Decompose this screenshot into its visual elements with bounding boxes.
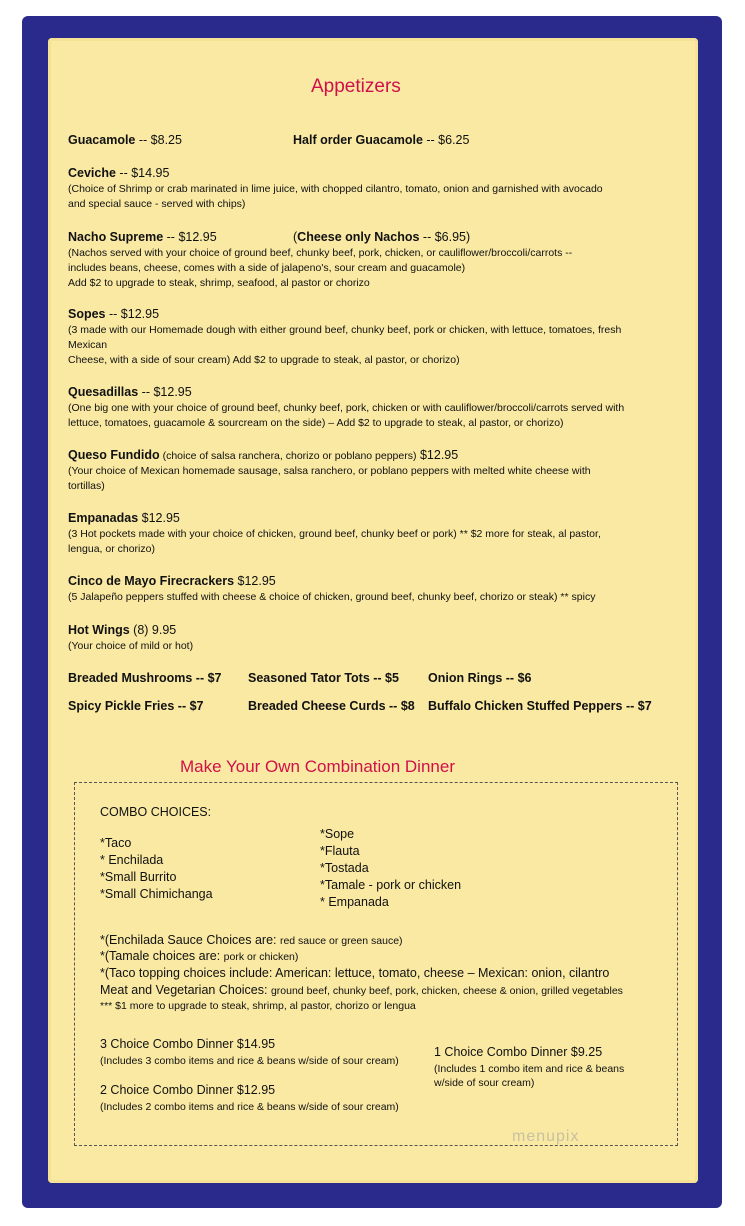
list-item: *Sope: [320, 827, 355, 841]
list-item: * Enchilada: [100, 853, 164, 867]
queso-fundido-item: Queso Fundido (choice of salsa ranchera, chorizo or poblano peppers) $12.95: [68, 448, 459, 462]
combo-choices-left: [100, 835, 213, 903]
two-choice-combo-desc: (Includes 2 combo items and rice & beans w/side of sour cream): [100, 1101, 399, 1113]
sopes-item: Sopes -- $12.95: [68, 307, 160, 321]
ceviche-item: Ceviche -- $14.95: [68, 166, 170, 180]
combo-choices-right: [320, 826, 461, 911]
empanadas-desc: (3 Hot pockets made with your choice of chicken, ground beef, chunky beef or pork) ** $2 more for steak, al pastor, lengua, or chorizo): [68, 528, 601, 555]
list-item: *Flauta: [320, 844, 360, 858]
side-item: Onion Rings -- $6: [428, 671, 532, 685]
nacho-desc: (Nachos served with your choice of ground beef, chunky beef, pork, chicken, or cauliflower/broccoli/carrots -- includes beans, cheese, comes with a side of jalapeno's, sour cream and guacamole) Add $2 to upgrade to steak, shrimp, seafood, al pastor or chorizo: [68, 247, 573, 289]
enchilada-sauce-choices: *(Enchilada Sauce Choices are: red sauce or green sauce): [100, 933, 403, 947]
firecrackers-item: Cinco de Mayo Firecrackers $12.95: [68, 574, 276, 588]
list-item: * Empanada: [320, 895, 389, 909]
list-item: *Small Chimichanga: [100, 887, 213, 901]
side-item: Breaded Mushrooms -- $7: [68, 671, 222, 685]
one-choice-combo-desc: (Includes 1 combo item and rice & beans w/side of sour cream): [434, 1063, 625, 1089]
nacho-supreme-item: Nacho Supreme -- $12.95: [68, 230, 217, 244]
sopes-desc: (3 made with our Homemade dough with either ground beef, chunky beef, pork or chicken, with lettuce, tomatoes, fresh Mexican Cheese, with a side of sour cream) Add $2 to upgrade to steak, al pastor, or chorizo): [68, 324, 622, 366]
combo-heading: Make Your Own Combination Dinner: [180, 757, 455, 776]
two-choice-combo-title: 2 Choice Combo Dinner $12.95: [100, 1083, 276, 1097]
tamale-choices: *(Tamale choices are: pork or chicken): [100, 949, 299, 963]
hot-wings-item: Hot Wings (8) 9.95: [68, 623, 177, 637]
side-item: Spicy Pickle Fries -- $7: [68, 699, 204, 713]
side-item: Seasoned Tator Tots -- $5: [248, 671, 399, 685]
meat-veg-choices: Meat and Vegetarian Choices: ground beef, chunky beef, pork, chicken, cheese & onion, grilled vegetables: [100, 983, 623, 997]
firecrackers-desc: (5 Jalapeño peppers stuffed with cheese & choice of chicken, ground beef, chunky beef, chorizo or steak) ** spicy: [68, 591, 596, 603]
upgrade-note: *** $1 more to upgrade to steak, shrimp, al pastor, chorizo or lengua: [100, 1000, 416, 1012]
one-choice-combo-title: 1 Choice Combo Dinner $9.25: [434, 1045, 603, 1059]
side-item: Breaded Cheese Curds -- $8: [248, 699, 415, 713]
side-item: Buffalo Chicken Stuffed Peppers -- $7: [428, 699, 652, 713]
empanadas-item: Empanadas $12.95: [68, 511, 180, 525]
cheese-nachos-item: (Cheese only Nachos -- $6.95): [293, 230, 471, 244]
three-choice-combo-desc: (Includes 3 combo items and rice & beans w/side of sour cream): [100, 1055, 399, 1067]
guacamole-item: Guacamole -- $8.25: [68, 133, 182, 147]
half-guacamole-item: Half order Guacamole -- $6.25: [293, 133, 470, 147]
taco-topping-choices: *(Taco topping choices include: American: lettuce, tomato, cheese – Mexican: onion, cilantro: [100, 966, 610, 980]
appetizers-heading: Appetizers: [311, 76, 401, 97]
list-item: *Taco: [100, 836, 132, 850]
list-item: *Tostada: [320, 861, 369, 875]
queso-fundido-desc: (Your choice of Mexican homemade sausage, salsa ranchero, or poblano peppers with melted white cheese with tortillas): [68, 465, 591, 492]
list-item: *Small Burrito: [100, 870, 177, 884]
quesadillas-desc: (One big one with your choice of ground beef, chunky beef, pork, chicken or with cauliflower/broccoli/carrots served with lettuce, tomatoes, guacamole & sourcream on the side) – Add $2 to upgrade to steak, al pastor, or chorizo): [68, 402, 625, 429]
hot-wings-desc: (Your choice of mild or hot): [68, 640, 194, 652]
list-item: *Tamale - pork or chicken: [320, 878, 462, 892]
three-choice-combo-title: 3 Choice Combo Dinner $14.95: [100, 1037, 276, 1051]
quesadillas-item: Quesadillas -- $12.95: [68, 385, 192, 399]
watermark: menupix: [512, 1128, 580, 1145]
combo-choices-label: COMBO CHOICES:: [100, 805, 212, 819]
ceviche-desc: (Choice of Shrimp or crab marinated in lime juice, with chopped cilantro, tomato, onion and garnished with avocado and special sauce - served with chips): [68, 183, 603, 210]
